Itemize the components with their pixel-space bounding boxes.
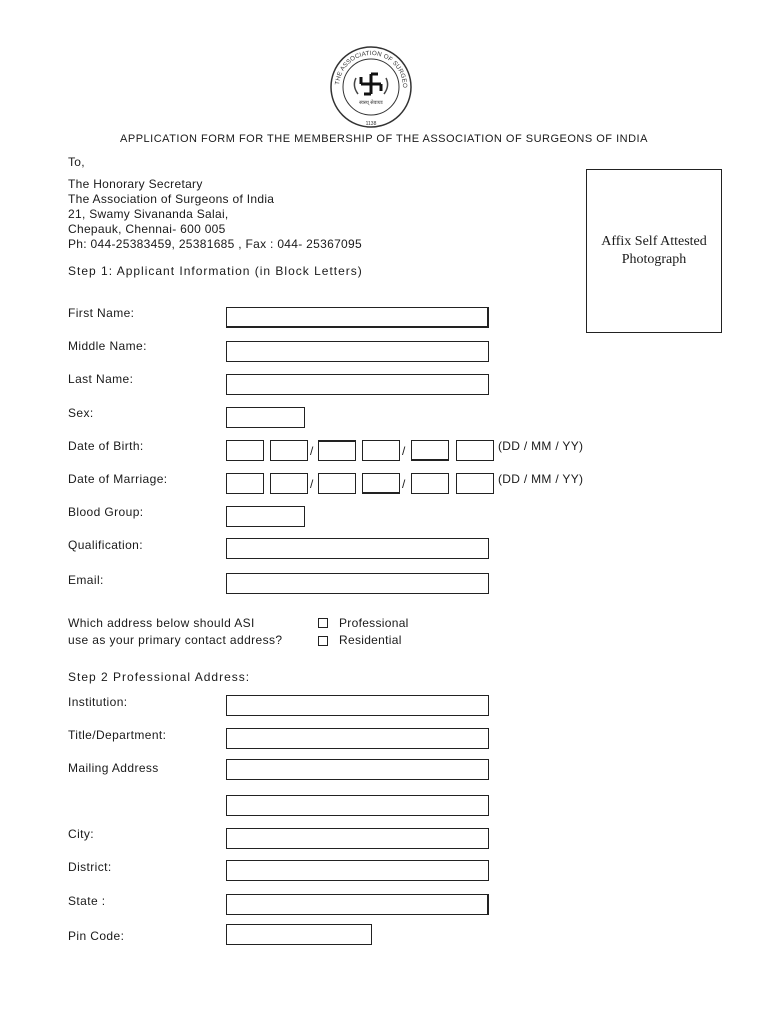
state-label: State : [68,894,106,908]
step2-heading: Step 2 Professional Address: [68,670,251,684]
institution-label: Institution: [68,695,128,709]
title-department-field[interactable] [226,728,489,749]
blood-group-label: Blood Group: [68,505,144,519]
dom-day-2[interactable] [270,473,308,494]
city-label: City: [68,827,94,841]
dom-month-2[interactable] [362,473,400,494]
dob-month-1[interactable] [318,440,356,461]
photo-box-line1: Affix Self Attested [601,234,707,249]
sex-field[interactable] [226,407,305,428]
association-seal-logo [326,46,416,130]
address-line: The Honorary Secretary [68,177,203,191]
title-department-label: Title/Department: [68,728,167,742]
photo-box-line2: Photograph [621,252,687,267]
mailing-address-field-2[interactable] [226,795,489,816]
qualification-field[interactable] [226,538,489,559]
district-field[interactable] [226,860,489,881]
dob-day-2[interactable] [270,440,308,461]
dom-day-1[interactable] [226,473,264,494]
address-line: Chepauk, Chennai- 600 005 [68,222,226,236]
address-question-line2: use as your primary contact address? [68,633,283,647]
residential-checkbox[interactable] [318,636,328,646]
dob-day-1[interactable] [226,440,264,461]
email-field[interactable] [226,573,489,594]
emblem-icon [361,74,381,94]
dob-year-1[interactable] [411,440,449,461]
dob-month-2[interactable] [362,440,400,461]
city-field[interactable] [226,828,489,849]
pin-code-field[interactable] [226,924,372,945]
dob-format-hint: (DD / MM / YY) [498,439,584,453]
step1-heading: Step 1: Applicant Information (in Block Letters) [68,264,363,278]
date-separator: / [310,444,314,458]
salutation: To, [68,155,85,169]
pin-code-label: Pin Code: [68,929,125,943]
date-separator: / [402,477,406,491]
first-name-field[interactable] [226,307,489,328]
seal-year: 1138 [365,121,377,127]
first-name-label: First Name: [68,306,135,320]
state-field[interactable] [226,894,489,915]
middle-name-label: Middle Name: [68,339,147,353]
institution-field[interactable] [226,695,489,716]
residential-option-label: Residential [339,633,402,647]
dom-format-hint: (DD / MM / YY) [498,472,584,486]
professional-checkbox[interactable] [318,618,328,628]
professional-option-label: Professional [339,616,409,630]
qualification-label: Qualification: [68,538,143,552]
address-question-line1: Which address below should ASI [68,616,255,630]
mailing-address-label: Mailing Address [68,761,159,775]
last-name-field[interactable] [226,374,489,395]
address-line: 21, Swamy Sivananda Salai, [68,207,229,221]
last-name-label: Last Name: [68,372,134,386]
seal-ring-text: THE ASSOCIATION OF SURGEO [334,49,409,89]
email-label: Email: [68,573,104,587]
dom-year-1[interactable] [411,473,449,494]
blood-group-field[interactable] [226,506,305,527]
dob-year-2[interactable] [456,440,494,461]
address-line: Ph: 044-25383459, 25381685 , Fax : 044- 25367095 [68,237,362,251]
dom-label: Date of Marriage: [68,472,168,486]
dob-label: Date of Birth: [68,439,144,453]
photo-box[interactable] [586,169,722,333]
seal-motto: स्वस्थ् सेवायाः [359,100,383,106]
dom-month-1[interactable] [318,473,356,494]
form-title: APPLICATION FORM FOR THE MEMBERSHIP OF THE ASSOCIATION OF SURGEONS OF INDIA [120,133,648,145]
district-label: District: [68,860,112,874]
dom-year-2[interactable] [456,473,494,494]
middle-name-field[interactable] [226,341,489,362]
svg-text:THE ASSOCIATION OF SURGEONS OF [326,46,408,88]
sex-label: Sex: [68,406,94,420]
mailing-address-field-1[interactable] [226,759,489,780]
address-line: The Association of Surgeons of India [68,192,275,206]
date-separator: / [402,444,406,458]
date-separator: / [310,477,314,491]
